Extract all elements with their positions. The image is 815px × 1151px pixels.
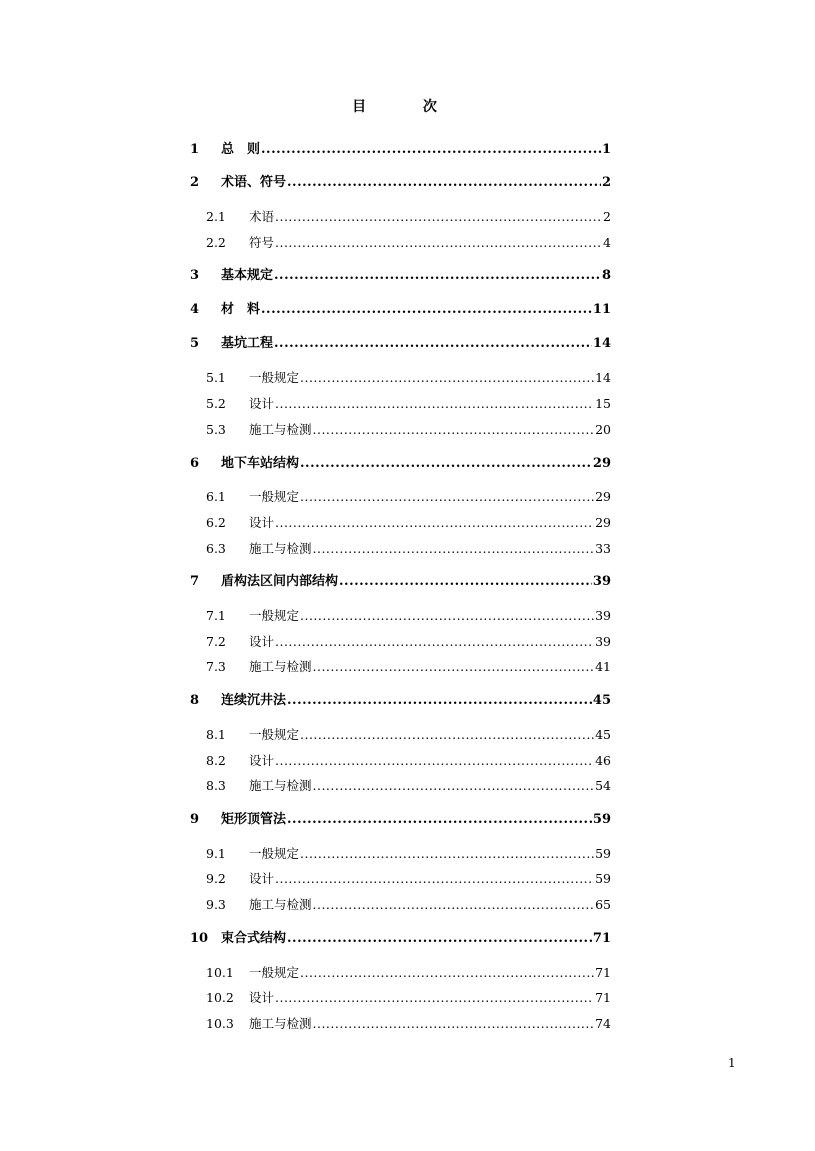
- toc-entry-page: 39: [592, 574, 611, 589]
- toc-entry-label: 施工与检测: [249, 659, 312, 674]
- toc-section-entry[interactable]: [190, 752, 611, 770]
- toc-section-entry[interactable]: [190, 989, 611, 1007]
- toc-entry-number: 8.2: [206, 753, 226, 768]
- dot-leader: [275, 395, 594, 413]
- toc-entry-label: 施工与检测: [249, 897, 312, 912]
- toc-entry-label: 材 料: [221, 302, 261, 317]
- toc-entry-label: 设计: [249, 871, 275, 886]
- dot-leader: [300, 607, 594, 625]
- toc-entry-number: 2: [190, 175, 200, 190]
- toc-entry-number: 5.1: [206, 370, 226, 385]
- toc-entry-number: 8.1: [206, 727, 226, 742]
- toc-entry-page: 39: [595, 634, 611, 649]
- dot-leader: [261, 301, 592, 319]
- dot-leader: [275, 870, 594, 888]
- dot-leader: [313, 421, 595, 439]
- toc-entry-label: 施工与检测: [249, 422, 312, 437]
- toc-section-entry[interactable]: [190, 421, 611, 439]
- toc-entry-page: 74: [595, 1016, 611, 1031]
- toc-entry-label: 一般规定: [249, 727, 300, 742]
- toc-entry-page: 46: [595, 753, 611, 768]
- toc-entry-number: 9.2: [206, 871, 226, 886]
- dot-leader: [287, 692, 592, 710]
- toc-entry-label: 施工与检测: [249, 541, 312, 556]
- toc-entry-page: 54: [595, 778, 611, 793]
- dot-leader: [274, 267, 601, 285]
- toc-chapter-entry[interactable]: [190, 455, 611, 473]
- toc-section-entry[interactable]: [190, 1015, 611, 1033]
- toc-chapter-entry[interactable]: [190, 930, 611, 948]
- dot-leader: [274, 335, 592, 353]
- dot-leader: [313, 1015, 595, 1033]
- toc-entry-number: 9.3: [206, 897, 226, 912]
- toc-entry-label: 矩形顶管法: [221, 812, 287, 827]
- toc-entry-label: 基本规定: [221, 268, 274, 283]
- toc-entry-page: 71: [595, 990, 611, 1005]
- dot-leader: [275, 234, 602, 252]
- toc-chapter-entry[interactable]: [190, 301, 611, 319]
- toc-chapter-entry[interactable]: [190, 174, 611, 192]
- toc-entry-label: 施工与检测: [249, 778, 312, 793]
- toc-entry-number: 7: [190, 574, 200, 589]
- toc-entry-number: 3: [190, 268, 200, 283]
- toc-entry-number: 6.2: [206, 515, 226, 530]
- toc-entry-label: 束合式结构: [221, 931, 287, 946]
- toc-entry-page: 39: [595, 608, 611, 623]
- toc-entry-number: 10.2: [206, 990, 234, 1005]
- dot-leader: [275, 208, 602, 226]
- toc-entry-label: 连续沉井法: [221, 693, 287, 708]
- toc-chapter-entry[interactable]: [190, 267, 611, 285]
- toc-entry-page: 33: [595, 541, 611, 556]
- toc-entry-label: 术语: [249, 209, 275, 224]
- dot-leader: [300, 726, 594, 744]
- toc-entry-page: 4: [603, 235, 611, 250]
- toc-chapter-entry[interactable]: [190, 811, 611, 829]
- toc-section-entry[interactable]: [190, 896, 611, 914]
- toc-entry-page: 14: [592, 336, 611, 351]
- toc-entry-number: 4: [190, 302, 200, 317]
- toc-entry-label: 设计: [249, 396, 275, 411]
- toc-entry-label: 设计: [249, 753, 275, 768]
- toc-entry-number: 9.1: [206, 846, 226, 861]
- dot-leader: [300, 964, 594, 982]
- toc-entry-number: 9: [190, 812, 200, 827]
- toc-entry-label: 术语、符号: [221, 175, 287, 190]
- toc-entry-page: 1: [601, 142, 611, 157]
- toc-section-entry[interactable]: [190, 964, 611, 982]
- toc-entry-label: 一般规定: [249, 370, 300, 385]
- dot-leader: [300, 369, 594, 387]
- toc-entry-page: 20: [595, 422, 611, 437]
- page-number: 1: [728, 1056, 736, 1070]
- toc-entry-page: 14: [595, 370, 611, 385]
- toc-entry-label: 设计: [249, 515, 275, 530]
- dot-leader: [261, 141, 601, 159]
- toc-entry-page: 29: [592, 456, 611, 471]
- toc-chapter-entry[interactable]: [190, 141, 611, 159]
- toc-entry-page: 8: [601, 268, 611, 283]
- toc-entry-page: 59: [595, 871, 611, 886]
- toc-entry-page: 29: [595, 515, 611, 530]
- toc-entry-label: 施工与检测: [249, 1016, 312, 1031]
- toc-entry-page: 2: [603, 209, 611, 224]
- toc-entry-label: 地下车站结构: [221, 456, 300, 471]
- dot-leader: [313, 540, 595, 558]
- toc-entry-page: 45: [592, 693, 611, 708]
- toc-entry-number: 10.1: [206, 965, 234, 980]
- dot-leader: [287, 174, 601, 192]
- toc-section-entry[interactable]: [190, 369, 611, 387]
- toc-chapter-entry[interactable]: [190, 692, 611, 710]
- toc-section-entry[interactable]: [190, 234, 611, 252]
- toc-entry-number: 2.2: [206, 235, 226, 250]
- dot-leader: [300, 455, 592, 473]
- dot-leader: [275, 633, 594, 651]
- toc-chapter-entry[interactable]: [190, 573, 611, 591]
- toc-entry-page: 71: [592, 931, 611, 946]
- toc-entry-number: 10.3: [206, 1016, 234, 1031]
- toc-entry-label: 一般规定: [249, 846, 300, 861]
- toc-entry-page: 41: [595, 659, 611, 674]
- toc-entry-label: 盾构法区间内部结构: [221, 574, 339, 589]
- toc-entry-page: 11: [592, 302, 611, 317]
- dot-leader: [275, 989, 594, 1007]
- toc-entry-page: 15: [595, 396, 611, 411]
- toc-entry-number: 7.2: [206, 634, 226, 649]
- toc-title: 目 次: [352, 99, 463, 115]
- dot-leader: [287, 811, 592, 829]
- dot-leader: [275, 752, 594, 770]
- toc-section-entry[interactable]: [190, 514, 611, 532]
- toc-chapter-entry[interactable]: [190, 335, 611, 353]
- toc-entry-page: 59: [592, 812, 611, 827]
- dot-leader: [313, 658, 595, 676]
- toc-entry-label: 一般规定: [249, 608, 300, 623]
- toc-section-entry[interactable]: [190, 633, 611, 651]
- toc-entry-label: 符号: [249, 235, 275, 250]
- toc-entry-label: 设计: [249, 990, 275, 1005]
- dot-leader: [300, 488, 594, 506]
- toc-entry-number: 5.2: [206, 396, 226, 411]
- toc-section-entry[interactable]: [190, 607, 611, 625]
- toc-entry-page: 65: [595, 897, 611, 912]
- toc-entry-page: 2: [601, 175, 611, 190]
- toc-entry-number: 10: [190, 931, 209, 946]
- toc-entry-number: 8: [190, 693, 200, 708]
- toc-entry-number: 5: [190, 336, 200, 351]
- toc-entry-label: 设计: [249, 634, 275, 649]
- toc-section-entry[interactable]: [190, 488, 611, 506]
- toc-entry-number: 2.1: [206, 209, 226, 224]
- toc-entry-page: 59: [595, 846, 611, 861]
- toc-section-entry[interactable]: [190, 208, 611, 226]
- toc-section-entry[interactable]: [190, 395, 611, 413]
- toc-section-entry[interactable]: [190, 726, 611, 744]
- dot-leader: [300, 845, 594, 863]
- toc-section-entry[interactable]: [190, 845, 611, 863]
- dot-leader: [339, 573, 592, 591]
- toc-entry-number: 8.3: [206, 778, 226, 793]
- dot-leader: [313, 896, 595, 914]
- toc-entry-page: 29: [595, 489, 611, 504]
- toc-entry-label: 基坑工程: [221, 336, 274, 351]
- toc-section-entry[interactable]: [190, 658, 611, 676]
- toc-entry-number: 7.1: [206, 608, 226, 623]
- dot-leader: [287, 930, 592, 948]
- toc-entry-number: 6: [190, 456, 200, 471]
- toc-entry-label: 总 则: [221, 142, 261, 157]
- toc-entry-number: 6.3: [206, 541, 226, 556]
- toc-section-entry[interactable]: [190, 870, 611, 888]
- toc-entry-number: 7.3: [206, 659, 226, 674]
- toc-entry-page: 45: [595, 727, 611, 742]
- toc-section-entry[interactable]: [190, 540, 611, 558]
- toc-entry-label: 一般规定: [249, 489, 300, 504]
- toc-entry-number: 5.3: [206, 422, 226, 437]
- toc-entry-number: 6.1: [206, 489, 226, 504]
- toc-entry-page: 71: [595, 965, 611, 980]
- dot-leader: [275, 514, 594, 532]
- toc-entry-label: 一般规定: [249, 965, 300, 980]
- toc-section-entry[interactable]: [190, 777, 611, 795]
- dot-leader: [313, 777, 595, 795]
- toc-entry-number: 1: [190, 142, 200, 157]
